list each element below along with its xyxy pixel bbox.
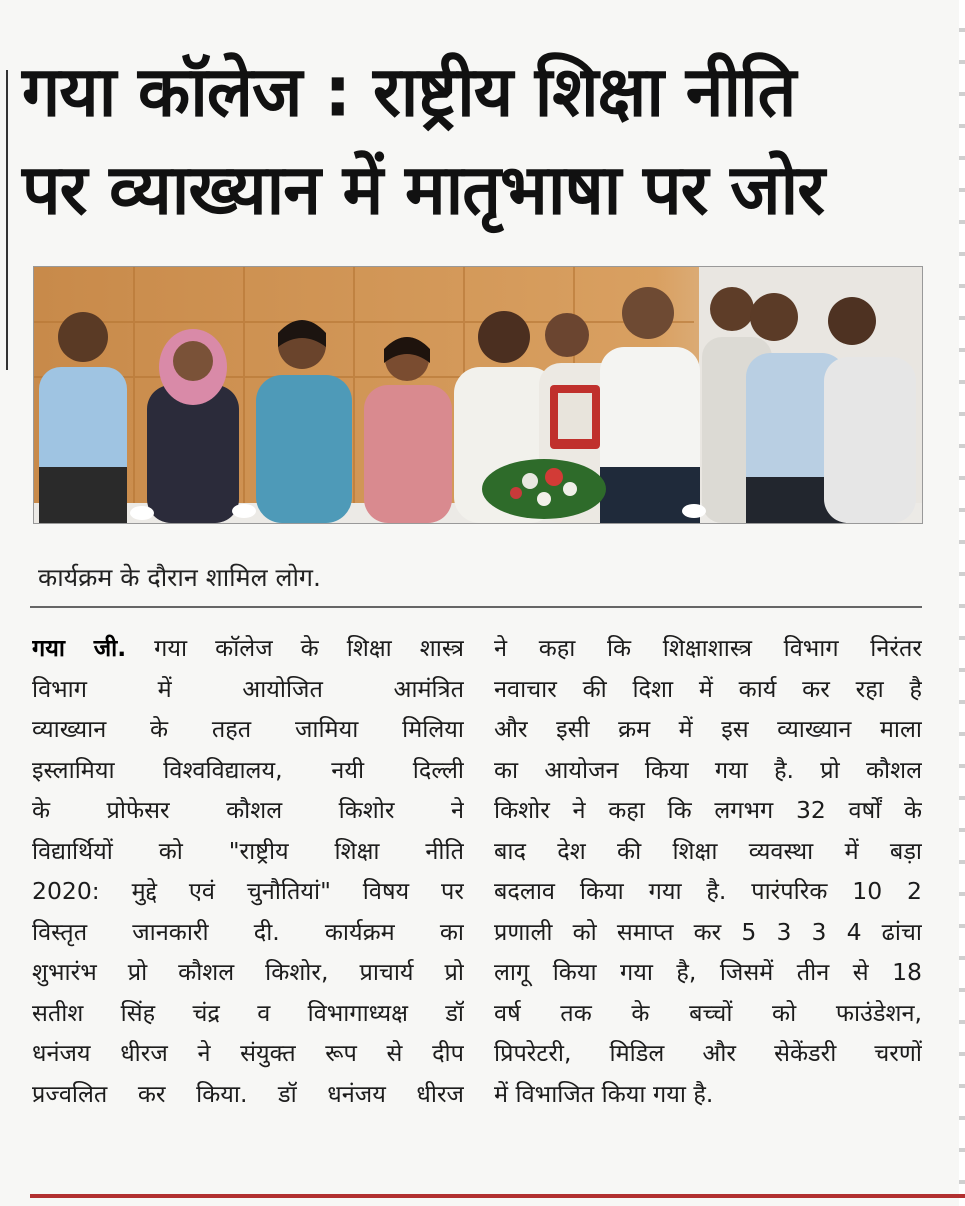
headline-line-2: पर व्याख्यान में मातृभाषा पर जोर <box>22 150 825 231</box>
article-line: में विभाजित किया गया है. <box>494 1079 714 1108</box>
article-line: सतीश सिंह चंद्र व विभागाध्यक्ष डॉ <box>32 998 464 1027</box>
article-line: बाद देश की शिक्षा व्यवस्था में बड़ा <box>494 836 922 865</box>
article-line: विद्यार्थियों को "राष्ट्रीय शिक्षा नीति <box>32 836 464 865</box>
article-line: वर्ष तक के बच्चों को फाउंडेशन, <box>494 998 922 1027</box>
article-line: शुभारंभ प्रो कौशल किशोर, प्राचार्य प्रो <box>32 958 464 986</box>
event-photo <box>33 266 923 524</box>
article-line: बदलाव किया गया है. पारंपरिक 10 2 <box>494 877 922 905</box>
article-line <box>32 628 464 669</box>
article-line: का आयोजन किया गया है. प्रो कौशल <box>494 755 922 784</box>
article-line: विभाग में आयोजित आमंत्रित <box>32 674 464 703</box>
article-line: लागू किया गया है, जिसमें तीन से 18 <box>494 958 922 986</box>
article-line: प्रिपरेटरी, मिडिल और सेकेंडरी चरणों <box>494 1039 922 1067</box>
article-line: ने कहा कि शिक्षाशास्त्र विभाग निरंतर <box>494 634 922 662</box>
article-right-column <box>494 628 922 1114</box>
photo-caption: कार्यक्रम के दौरान शामिल लोग. <box>38 563 321 592</box>
left-margin-rule <box>6 70 8 370</box>
adjacent-page-edge <box>959 0 965 1206</box>
headline-line-1: गया कॉलेज : राष्ट्रीय शिक्षा नीति <box>22 52 796 133</box>
article-line: व्याख्यान के तहत जामिया मिलिया <box>32 715 464 743</box>
article-line: के प्रोफेसर कौशल किशोर ने <box>32 796 464 824</box>
headline <box>22 44 942 240</box>
article-line-text: गया कॉलेज के शिक्षा शास्त्र <box>126 634 464 662</box>
article-line: और इसी क्रम में इस व्याख्यान माला <box>494 715 922 743</box>
article-line: प्रणाली को समाप्त कर 5 3 3 4 ढांचा <box>494 917 922 946</box>
article-line: नवाचार की दिशा में कार्य कर रहा है <box>494 674 922 703</box>
article-line: धनंजय धीरज ने संयुक्त रूप से दीप <box>32 1039 464 1067</box>
article-line: किशोर ने कहा कि लगभग 32 वर्षों के <box>494 796 922 824</box>
caption-divider <box>30 606 922 608</box>
article-line: इस्लामिया विश्वविद्यालय, नयी दिल्ली <box>32 755 464 784</box>
bottom-accent-rule <box>30 1194 965 1198</box>
dateline: गया जी. <box>32 634 127 662</box>
article-left-column <box>32 628 464 1114</box>
article-line: 2020: मुद्दे एवं चुनौतियां" विषय पर <box>32 877 464 905</box>
article-line: प्रज्वलित कर किया. डॉ धनंजय धीरज <box>32 1079 464 1108</box>
article-line: विस्तृत जानकारी दी. कार्यक्रम का <box>32 917 464 946</box>
